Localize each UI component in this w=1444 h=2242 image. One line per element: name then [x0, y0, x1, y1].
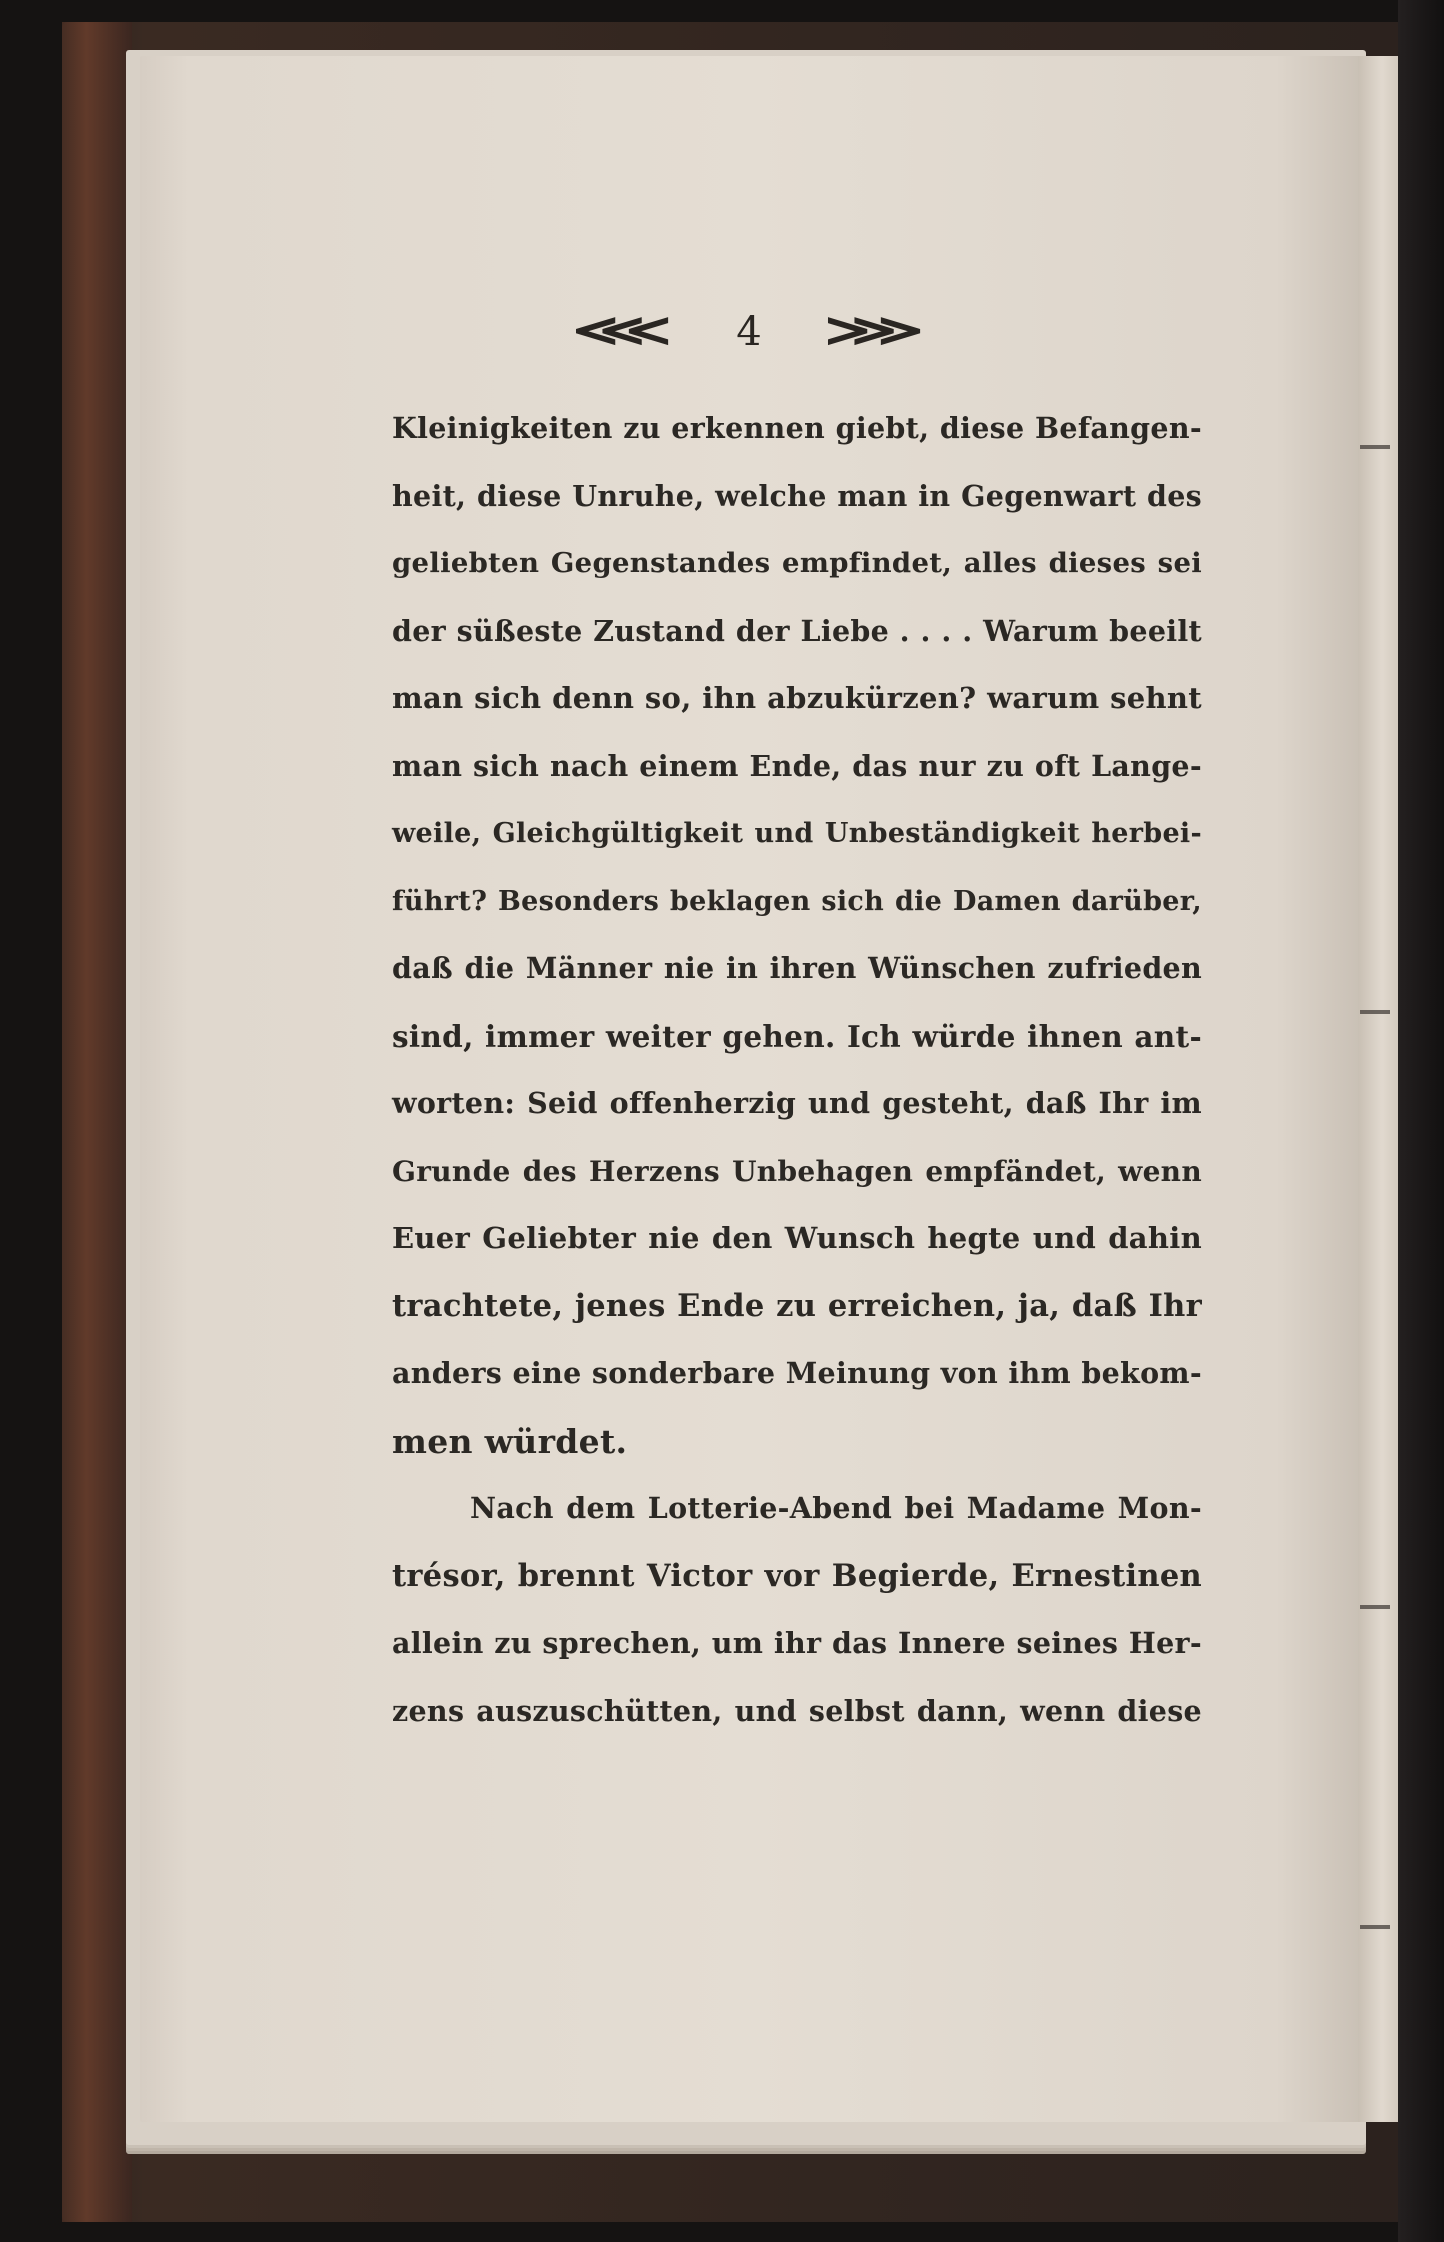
body-text [392, 395, 1202, 1745]
text-line: weile, Gleichgültigkeit und Unbeständigkeit herbei- [392, 818, 1202, 849]
text-line: zens auszuschütten, und selbst dann, wenn diese [392, 1693, 1202, 1728]
text-line: worten: Seid offenherzig und gesteht, daß Ihr im [392, 1086, 1202, 1120]
text-line: sind, immer weiter gehen. Ich würde ihnen ant- [392, 1018, 1202, 1054]
text-line: Grunde des Herzens Unbehagen empfändet, wenn [392, 1154, 1202, 1188]
page-header [140, 305, 1362, 356]
text-line: Kleinigkeiten zu erkennen giebt, diese Befangen- [392, 411, 1202, 445]
text-line: man sich nach einem Ende, das nur zu oft Lange- [392, 748, 1202, 783]
ornament-left-icon: ⋘ [571, 305, 679, 356]
text-line: daß die Männer nie in ihren Wünschen zufrieden [392, 951, 1202, 985]
text-line: man sich denn so, ihn abzukürzen? warum sehnt [392, 681, 1202, 715]
text-line: der süßeste Zustand der Liebe . . . . Warum beeilt [392, 613, 1202, 648]
text-line: führt? Besonders beklagen sich die Damen darüber, [392, 885, 1202, 917]
text-line: Nach dem Lotterie-Abend bei Madame Mon- [470, 1491, 1202, 1525]
page-number: 4 [736, 309, 766, 355]
cover-edge [62, 22, 132, 2222]
binding-stitch [1360, 1010, 1390, 1014]
text-line: Euer Geliebter nie den Wunsch hegte und dahin [392, 1221, 1202, 1255]
text-line: heit, diese Unruhe, welche man in Gegenwart des [392, 478, 1202, 513]
text-line: trachtete, jenes Ende zu erreichen, ja, daß Ihr [392, 1287, 1202, 1324]
text-line: allein zu sprechen, um ihr das Innere seines Her- [392, 1626, 1202, 1660]
binding-stitch [1360, 1605, 1390, 1609]
ornament-right-icon: ⋙ [823, 305, 931, 356]
text-line: anders eine sonderbare Meinung von ihm bekom- [392, 1356, 1202, 1390]
text-line: trésor, brennt Victor vor Begierde, Ernestinen [392, 1557, 1202, 1594]
binding-stitch [1360, 445, 1390, 449]
adjacent-page-edge [1358, 56, 1398, 2122]
text-line: geliebten Gegenstandes empfindet, alles dieses sei [392, 547, 1202, 579]
binding-stitch [1360, 1925, 1390, 1929]
book-spine [1398, 0, 1444, 2242]
text-line: men würdet. [392, 1421, 628, 1461]
